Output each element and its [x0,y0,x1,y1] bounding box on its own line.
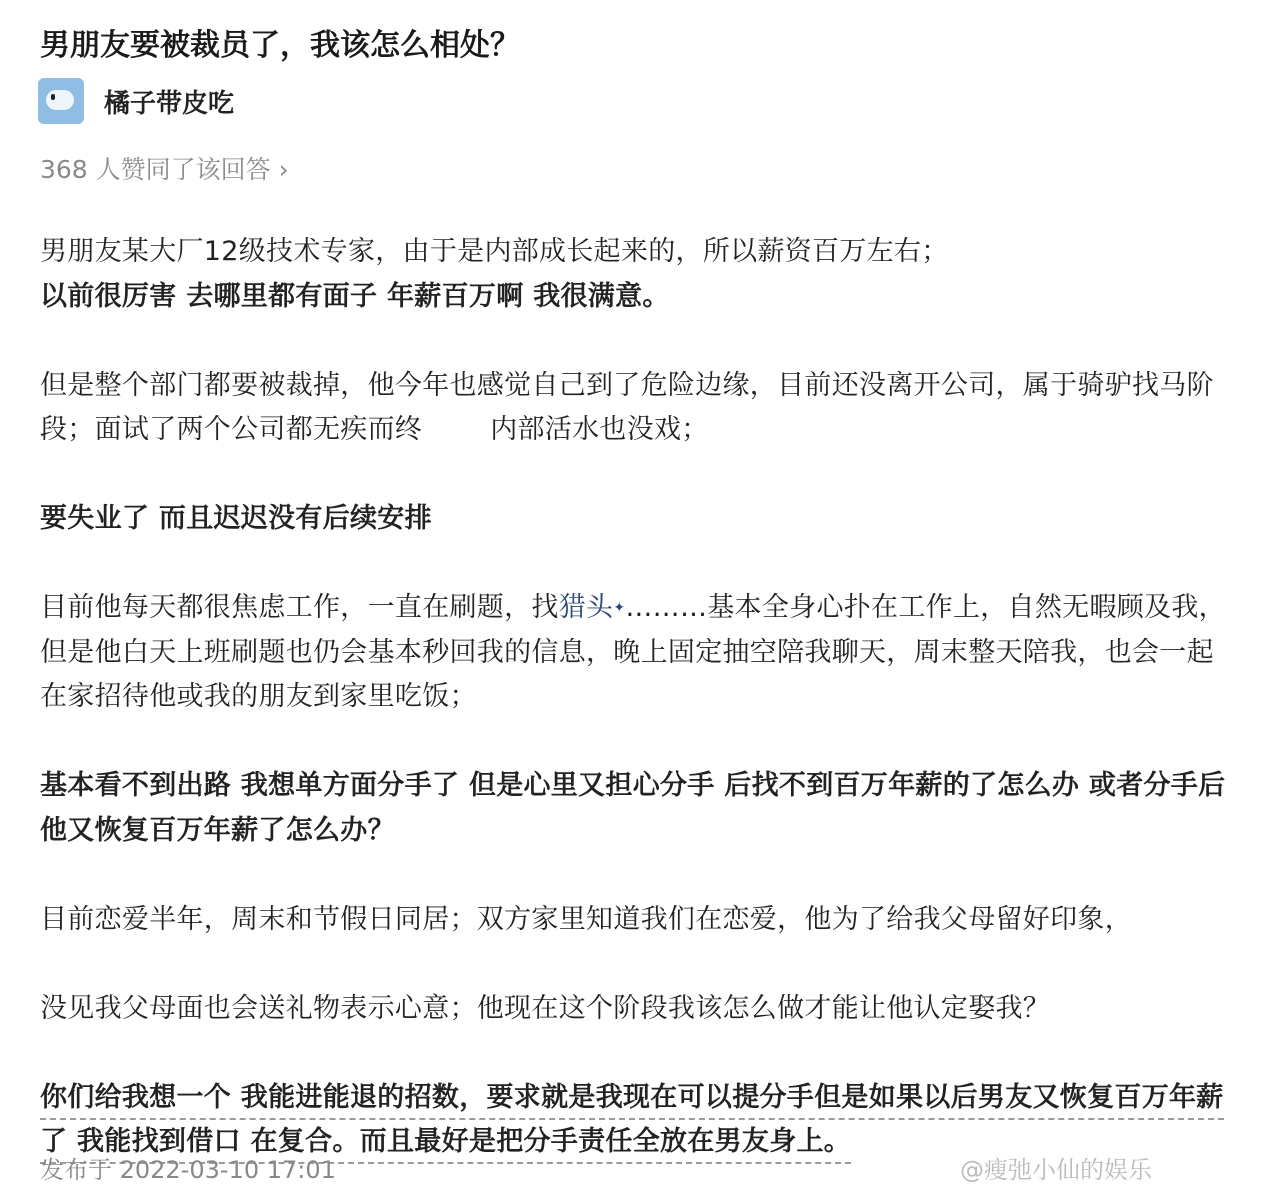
paragraph-line: 在家招待他或我的朋友到家里吃饭； [40,681,477,712]
paragraph-line: 要失业了 而且迟迟没有后续安排 [40,503,432,534]
underlined-text: 了 我能找到借口 在复合。而且最好是把分手责任全放在男友身上。 [40,1122,851,1164]
underlined-text: 你们给我想一个 我能进能退的招数，要求就是我现在可以提分手但是如果以后男友又恢复百万年薪 [40,1078,1224,1120]
text-span: ………基本全身心扑在工作上，自然无暇顾及我， [625,592,1226,623]
paragraph-line: 但是整个部门都要被裁掉，他今年也感觉自己到了危险边缘，目前还没离开公司，属于骑驴找马阶 [40,369,1214,401]
paragraph-line: 但是他白天上班刷题也仍会基本秒回我的信息，晚上固定抽空陪我聊天，周末整天陪我，也会一起 [40,636,1214,668]
paragraph-line: 基本看不到出路 我想单方面分手了 但是心里又担心分手 后找不到百万年薪的了怎么办 或者分手后 [40,770,1226,801]
author-name[interactable]: 橘子带皮吃 [104,88,235,119]
author-avatar[interactable] [38,78,84,124]
vote-count-link[interactable] [40,150,289,186]
paragraph-line: 他又恢复百万年薪了怎么办？ [40,814,395,846]
text-span: 目前他每天都很焦虑工作，一直在刷题，找 [40,592,559,623]
paragraph-line [40,586,1260,631]
text-span: 段；面试了两个公司都无疾而终 [40,414,423,445]
paragraph-line [40,408,1260,453]
chevron-right-icon: › [278,155,289,184]
paragraph-line: 没见我父母面也会送礼物表示心意；他现在这个阶段我该怎么做才能让他认定娶我？ [40,992,1051,1024]
paragraph-line [40,1076,1260,1121]
watermark: @瘦弛小仙的娱乐 [960,1156,1152,1184]
author-row[interactable] [38,78,234,124]
paragraph-line: 以前很厉害 去哪里都有面子 年薪百万啊 我很满意。 [40,280,670,312]
paragraph-line: 男朋友某大厂12级技术专家，由于是内部成长起来的，所以薪资百万左右； [40,236,949,267]
headhunter-link[interactable]: 猎头 [558,592,614,623]
answer-content [40,230,1260,1165]
sparkle-icon: ✦ [613,600,626,616]
text-span: 内部活水也没戏； [490,414,709,445]
question-title[interactable]: 男朋友要被裁员了，我该怎么相处？ [40,28,520,63]
vote-count-text: 368 人赞同了该回答 [40,155,271,184]
publish-time: 发布于 2022-03-10 17:01 [40,1156,336,1184]
paragraph-line: 目前恋爱半年，周末和节假日同居；双方家里知道我们在恋爱，他为了给我父母留好印象， [40,903,1132,935]
